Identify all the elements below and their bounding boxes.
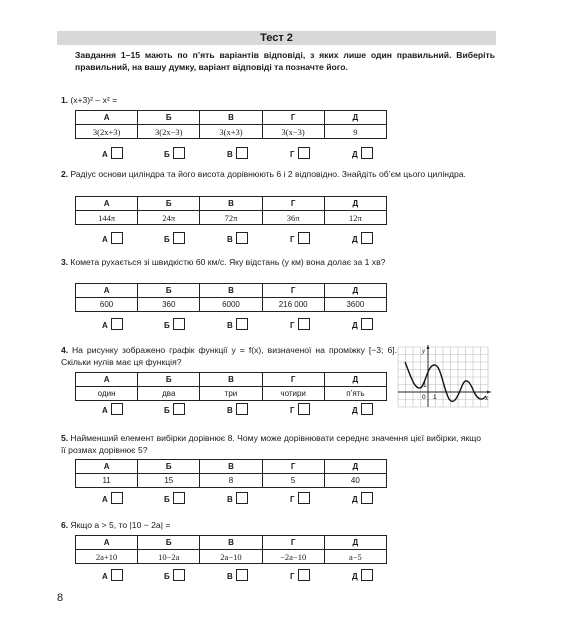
answer-checkbox-v[interactable] (236, 492, 248, 504)
option-value: 216 000 (262, 298, 324, 312)
answer-letter: Г (290, 495, 295, 504)
question-number: 5. (61, 433, 69, 443)
option-value: 3600 (324, 298, 386, 312)
answer-checkbox-b[interactable] (173, 569, 185, 581)
answer-letter: Г (290, 321, 295, 330)
option-letter: Г (262, 111, 324, 125)
options-table (75, 459, 387, 488)
option-value: два (138, 387, 200, 401)
option-value: 15 (138, 474, 200, 488)
answer-checkbox-v[interactable] (236, 232, 248, 244)
question-text: На рисунку зображено графік функції y = f(x), визначеної на проміжку [−3; 6]. Скільки нулів має ця функція? (61, 345, 397, 368)
option-letter: Г (262, 536, 324, 550)
option-value: 144π (76, 211, 138, 225)
answer-letter: Д (352, 572, 358, 581)
answer-checkbox-b[interactable] (173, 147, 185, 159)
option-value: 11 (76, 474, 138, 488)
option-letter: Г (262, 460, 324, 474)
option-value: 9 (324, 125, 386, 139)
question-text: Найменший елемент вибірки дорівнює 8. Чому може дорівнювати середнє значення цієї вибірки, якщо її розмах дорівнює 5? (61, 433, 481, 456)
answer-checkbox-a[interactable] (111, 232, 123, 244)
answer-letter: А (102, 495, 108, 504)
answer-letter: Б (164, 150, 170, 159)
answer-letter: В (227, 321, 233, 330)
answer-checkbox-h[interactable] (298, 492, 310, 504)
y-axis-label: y (422, 347, 426, 355)
option-value: 2a−10 (200, 550, 262, 564)
answer-letter: А (102, 321, 108, 330)
answer-checkbox-v[interactable] (236, 569, 248, 581)
question-number: 6. (61, 520, 69, 530)
answer-checkbox-h[interactable] (298, 147, 310, 159)
answer-row (75, 147, 387, 161)
option-value: 2a+10 (76, 550, 138, 564)
option-value: 36π (262, 211, 324, 225)
x-unit-label: 1 (433, 394, 437, 401)
answer-letter: В (227, 406, 233, 415)
option-value: 360 (138, 298, 200, 312)
answer-checkbox-d[interactable] (361, 147, 373, 159)
option-letter: В (200, 536, 262, 550)
answer-letter: Д (352, 150, 358, 159)
answer-letter: Б (164, 321, 170, 330)
function-curve (405, 362, 486, 401)
answer-checkbox-v[interactable] (236, 318, 248, 330)
origin-label: 0 (422, 394, 426, 401)
option-value: 8 (200, 474, 262, 488)
answer-letter: Д (352, 495, 358, 504)
answer-letter: А (102, 150, 108, 159)
answer-letter: В (227, 235, 233, 244)
option-letter: Б (138, 284, 200, 298)
question-5 (61, 432, 481, 504)
option-value: 10−2a (138, 550, 200, 564)
answer-letter: А (102, 406, 108, 415)
option-value: 3(2x+3) (76, 125, 138, 139)
answer-row (75, 403, 387, 417)
options-table (75, 110, 387, 139)
answer-checkbox-d[interactable] (361, 403, 373, 415)
answer-letter: Д (352, 406, 358, 415)
option-value: 3(x+3) (200, 125, 262, 139)
answer-letter: Б (164, 406, 170, 415)
answer-letter: Б (164, 495, 170, 504)
function-graph (396, 344, 494, 410)
option-value: один (76, 387, 138, 401)
option-value: 3(2x−3) (138, 125, 200, 139)
x-axis-label: x (485, 394, 489, 402)
option-value: три (200, 387, 262, 401)
page-number: 8 (57, 592, 64, 604)
question-number: 4. (61, 345, 69, 355)
answer-checkbox-a[interactable] (111, 318, 123, 330)
question-number: 2. (61, 169, 69, 179)
options-table (75, 535, 387, 564)
question-text: (x+3)² – x² = (70, 95, 118, 105)
option-letter: Г (262, 197, 324, 211)
option-letter: А (76, 536, 138, 550)
option-value: чотири (262, 387, 324, 401)
answer-row (75, 318, 387, 332)
option-value: −2a−10 (262, 550, 324, 564)
option-letter: Б (138, 197, 200, 211)
question-text: Комета рухається зі швидкістю 60 км/с. Яку відстань (у км) вона долає за 1 хв? (70, 257, 386, 267)
options-table (75, 283, 387, 312)
question-text: Якщо a > 5, то |10 − 2a| = (70, 520, 171, 530)
option-letter: В (200, 284, 262, 298)
answer-letter: А (102, 572, 108, 581)
option-value: 12π (324, 211, 386, 225)
answer-checkbox-b[interactable] (173, 232, 185, 244)
answer-checkbox-a[interactable] (111, 569, 123, 581)
answer-checkbox-d[interactable] (361, 569, 373, 581)
option-letter: В (200, 460, 262, 474)
answer-letter: Г (290, 406, 295, 415)
option-letter: А (76, 111, 138, 125)
answer-checkbox-h[interactable] (298, 232, 310, 244)
answer-letter: Б (164, 572, 170, 581)
answer-checkbox-b[interactable] (173, 492, 185, 504)
option-value: 6000 (200, 298, 262, 312)
option-letter: Д (324, 197, 386, 211)
answer-checkbox-v[interactable] (236, 403, 248, 415)
option-letter: Г (262, 373, 324, 387)
options-table (75, 196, 387, 225)
option-letter: Г (262, 284, 324, 298)
answer-letter: А (102, 235, 108, 244)
option-letter: Б (138, 373, 200, 387)
option-value: 24π (138, 211, 200, 225)
question-number: 3. (61, 257, 69, 267)
option-value: a−5 (324, 550, 386, 564)
option-letter: В (200, 373, 262, 387)
answer-checkbox-h[interactable] (298, 403, 310, 415)
y-unit-label: 1 (423, 382, 427, 389)
answer-letter: Д (352, 321, 358, 330)
answer-checkbox-d[interactable] (361, 232, 373, 244)
question-3 (61, 256, 481, 330)
option-letter: Д (324, 536, 386, 550)
question-number: 1. (61, 95, 69, 105)
question-4 (61, 344, 397, 415)
option-value: 600 (76, 298, 138, 312)
answer-checkbox-d[interactable] (361, 492, 373, 504)
question-2 (61, 168, 481, 244)
option-letter: А (76, 373, 138, 387)
option-letter: Б (138, 460, 200, 474)
answer-letter: В (227, 150, 233, 159)
options-table (75, 372, 387, 401)
answer-checkbox-v[interactable] (236, 147, 248, 159)
answer-checkbox-a[interactable] (111, 403, 123, 415)
instructions: Завдання 1–15 мають по п’ять варіантів відповіді, з яких лише один правильний. Виберіть правильний, на вашу думку, варіант відповіді та позначте його. (75, 50, 495, 73)
answer-letter: В (227, 495, 233, 504)
option-letter: А (76, 284, 138, 298)
option-letter: Б (138, 111, 200, 125)
answer-row (75, 492, 387, 506)
answer-letter: Г (290, 150, 295, 159)
option-letter: Б (138, 536, 200, 550)
option-value: п’ять (324, 387, 386, 401)
answer-letter: Г (290, 572, 295, 581)
answer-checkbox-h[interactable] (298, 318, 310, 330)
answer-letter: В (227, 572, 233, 581)
option-letter: Д (324, 373, 386, 387)
answer-row (75, 569, 387, 583)
answer-checkbox-h[interactable] (298, 569, 310, 581)
answer-letter: Г (290, 235, 295, 244)
answer-checkbox-a[interactable] (111, 147, 123, 159)
option-letter: Д (324, 284, 386, 298)
option-value: 3(x−3) (262, 125, 324, 139)
answer-letter: Д (352, 235, 358, 244)
answer-checkbox-b[interactable] (173, 318, 185, 330)
option-letter: А (76, 197, 138, 211)
option-value: 5 (262, 474, 324, 488)
option-letter: Д (324, 460, 386, 474)
answer-checkbox-b[interactable] (173, 403, 185, 415)
answer-row (75, 232, 387, 246)
option-value: 40 (324, 474, 386, 488)
option-letter: А (76, 460, 138, 474)
option-letter: Д (324, 111, 386, 125)
question-text: Радіус основи циліндра та його висота дорівнюють 6 і 2 відповідно. Знайдіть об’єм цього циліндра. (70, 169, 466, 179)
option-letter: В (200, 197, 262, 211)
option-value: 72π (200, 211, 262, 225)
option-letter: В (200, 111, 262, 125)
answer-checkbox-a[interactable] (111, 492, 123, 504)
question-6 (61, 519, 397, 581)
answer-checkbox-d[interactable] (361, 318, 373, 330)
test-title: Тест 2 (57, 31, 496, 45)
question-1 (61, 94, 397, 159)
answer-letter: Б (164, 235, 170, 244)
